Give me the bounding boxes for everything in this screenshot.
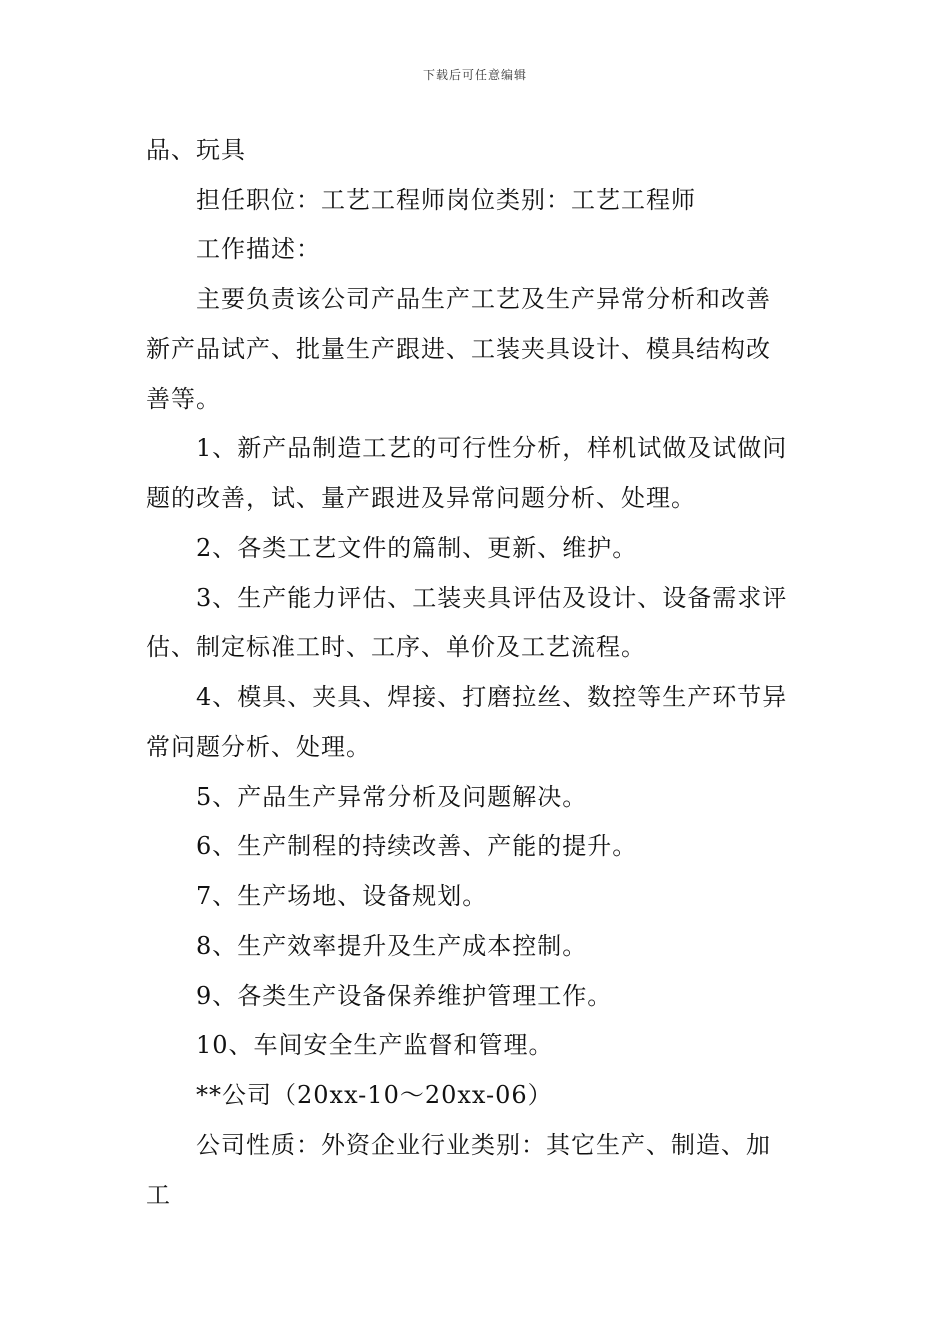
text-line: 题的改善，试、量产跟进及异常问题分析、处理。 (146, 484, 696, 512)
text-line: 3、生产能力评估、工装夹具评估及设计、设备需求评 (196, 584, 788, 612)
text-line: 5、产品生产异常分析及问题解决。 (196, 783, 588, 811)
text-line: **公司（20xx-10～20xx-06） (196, 1081, 553, 1109)
text-line: 6、生产制程的持续改善、产能的提升。 (196, 832, 638, 860)
text-line: 4、模具、夹具、焊接、打磨拉丝、数控等生产环节异 (196, 683, 788, 711)
text-line: 8、生产效率提升及生产成本控制。 (196, 932, 588, 960)
text-line: 工 (146, 1181, 171, 1209)
text-line: 1、新产品制造工艺的可行性分析，样机试做及试做问 (196, 434, 788, 462)
text-line: 善等。 (146, 385, 221, 413)
text-line: 估、制定标准工时、工序、单价及工艺流程。 (146, 633, 646, 661)
text-line: 工作描述： (196, 235, 321, 263)
text-line: 主要负责该公司产品生产工艺及生产异常分析和改善 (196, 285, 771, 313)
text-line: 7、生产场地、设备规划。 (196, 882, 488, 910)
text-line: 公司性质：外资企业行业类别：其它生产、制造、加 (196, 1131, 771, 1159)
text-line: 品、玩具 (146, 136, 246, 164)
page-header-note: 下载后可任意编辑 (422, 68, 527, 82)
text-line: 常问题分析、处理。 (146, 733, 371, 761)
text-line: 2、各类工艺文件的篇制、更新、维护。 (196, 534, 638, 562)
text-line: 担任职位：工艺工程师岗位类别：工艺工程师 (196, 186, 696, 214)
text-line: 新产品试产、批量生产跟进、工装夹具设计、模具结构改 (146, 335, 771, 363)
text-line: 10、车间安全生产监督和管理。 (196, 1031, 554, 1059)
text-line: 9、各类生产设备保养维护管理工作。 (196, 982, 613, 1010)
